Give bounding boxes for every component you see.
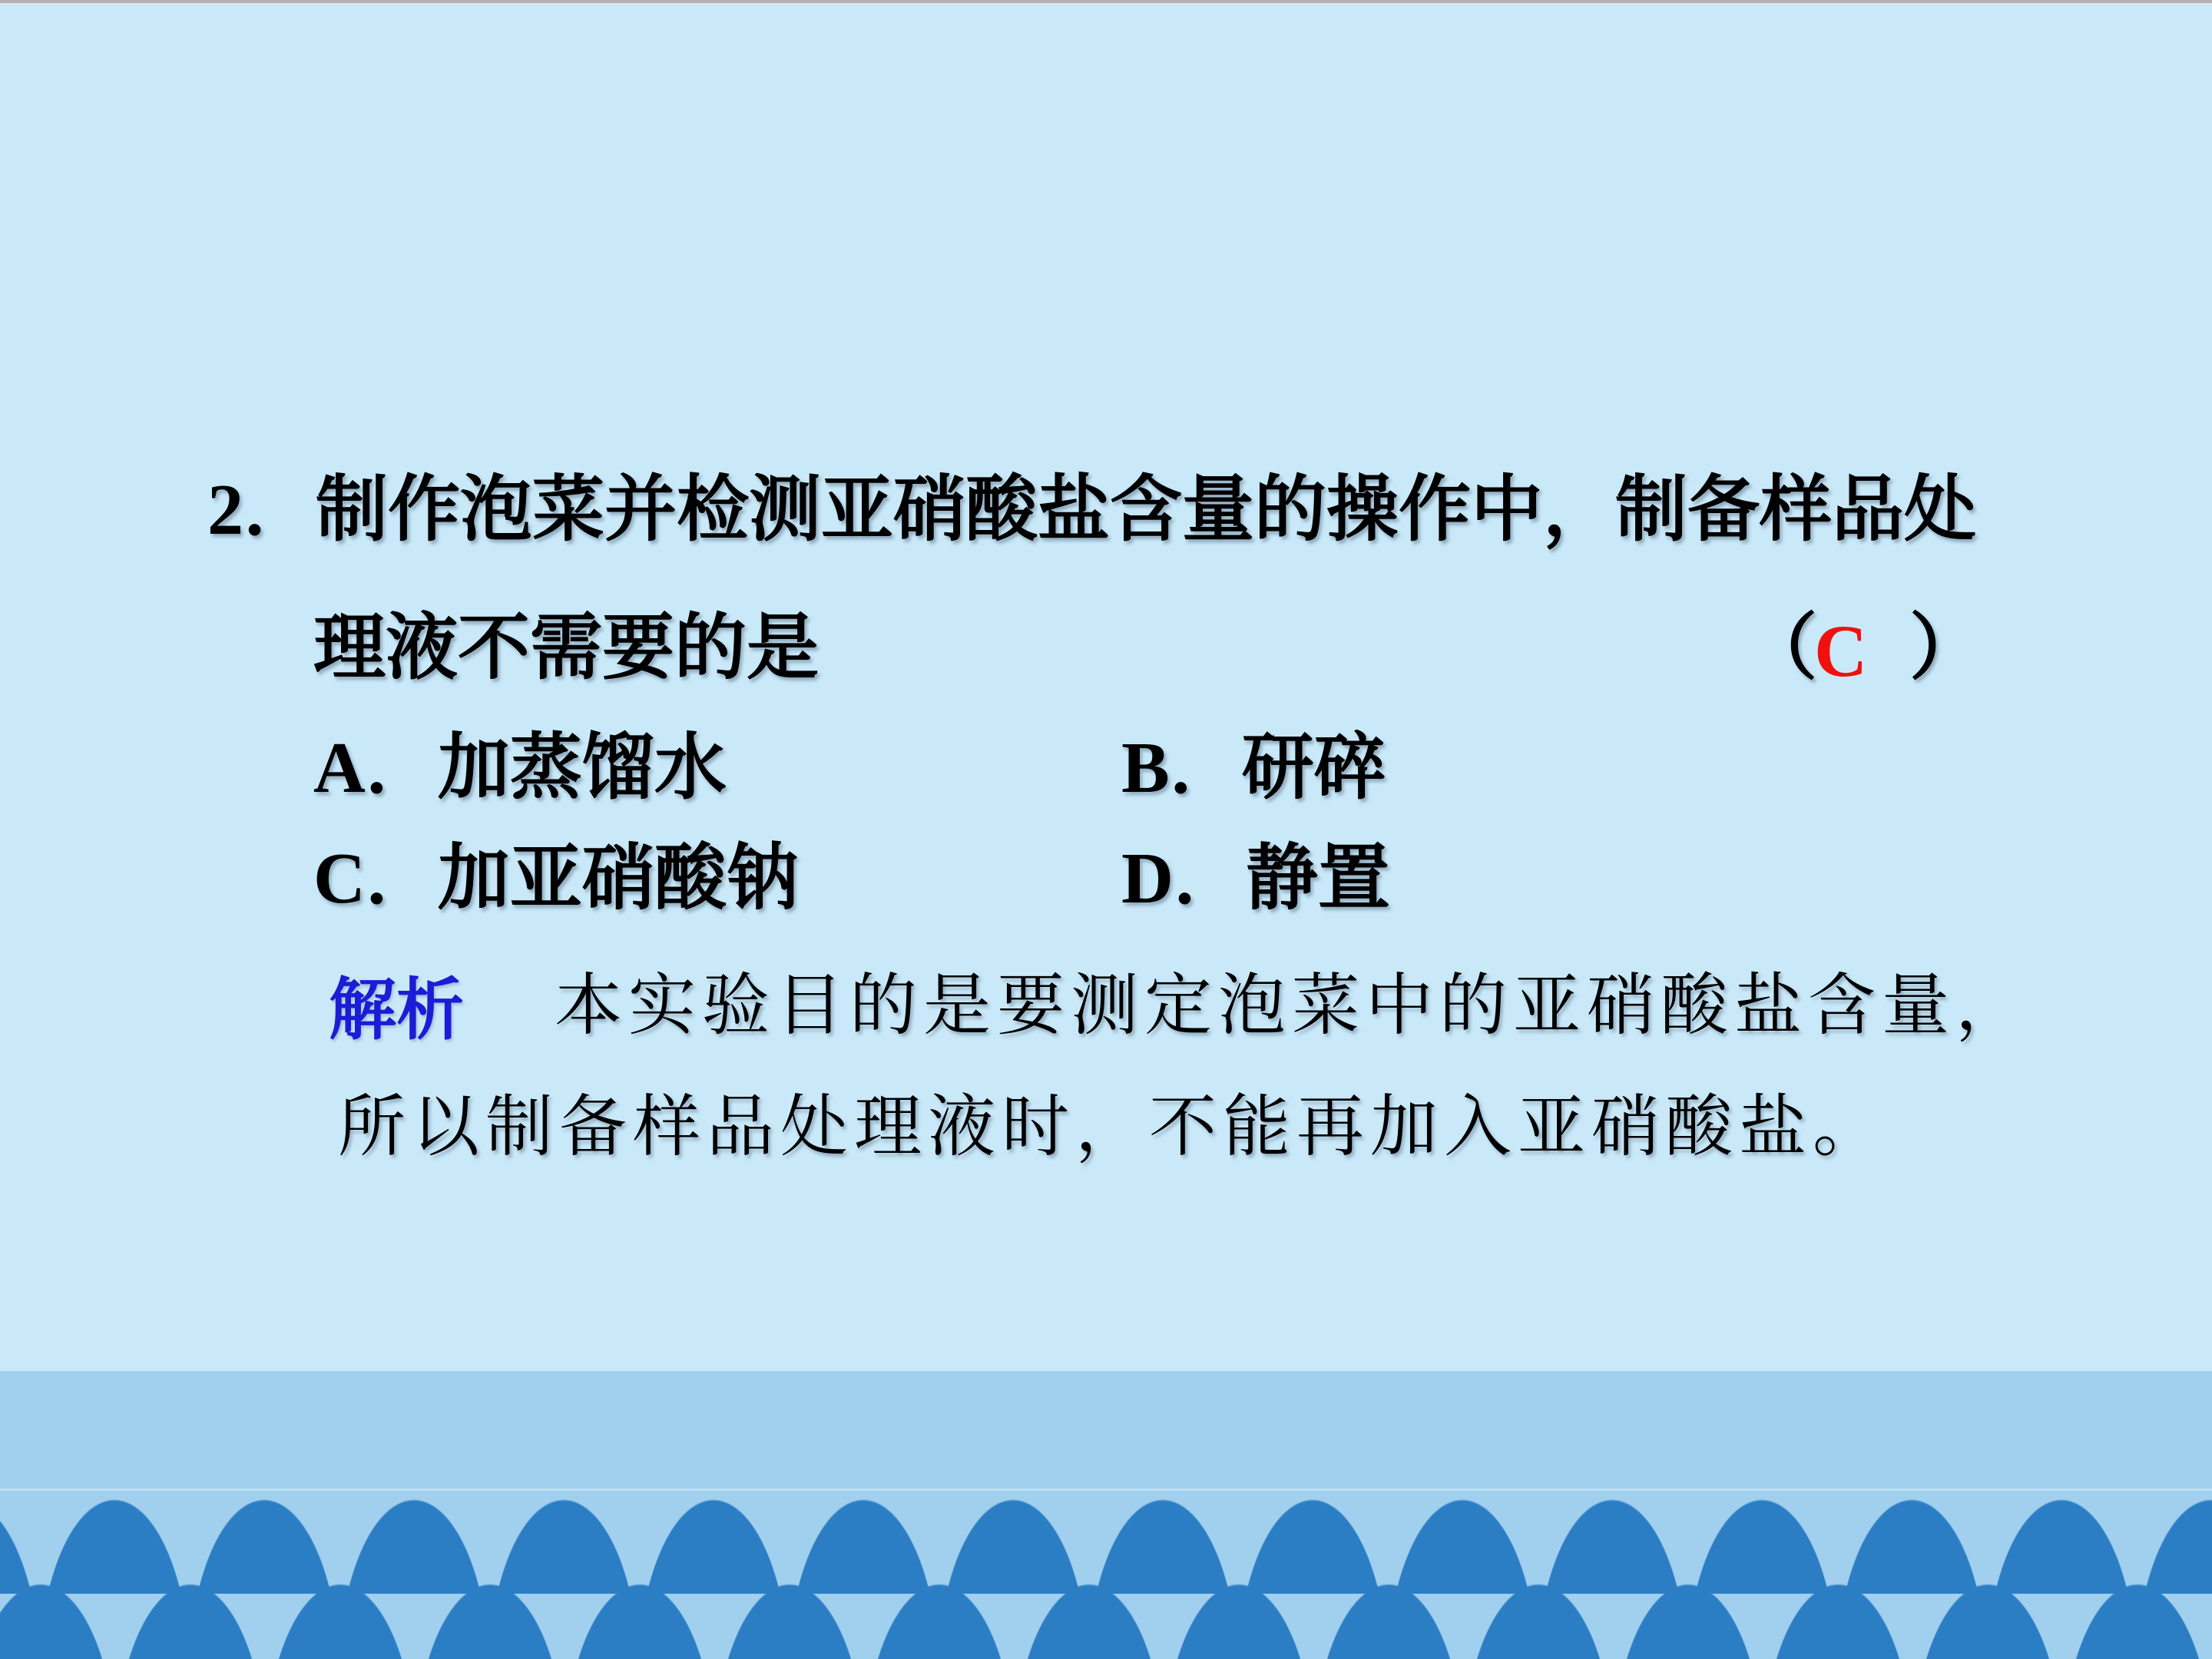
answer-letter: C (1814, 610, 1868, 692)
footer-dome-row-front (0, 1584, 2212, 1659)
option-b-label: B． (1121, 728, 1242, 808)
option-a (313, 728, 727, 809)
option-a-label: A． (313, 728, 438, 808)
option-d-text: 静置 (1245, 839, 1390, 919)
answer-bracket-open: （ (1745, 608, 1818, 688)
question-stem-line1-text: 制作泡菜并检测亚硝酸盐含量的操作中，制备样品处 (316, 470, 1977, 550)
option-c-label: C． (313, 839, 438, 919)
option-c (313, 839, 799, 919)
option-d (1121, 839, 1390, 919)
question-stem-line1 (207, 470, 1976, 551)
footer-decoration-band (0, 1371, 2212, 1659)
question-number: 2． (207, 470, 316, 550)
option-c-text: 加亚硝酸钠 (437, 839, 799, 919)
option-b (1121, 728, 1386, 809)
footer-band-seam-line (0, 1488, 2212, 1491)
footer-dome-row-back (0, 1499, 2212, 1594)
option-a-text: 加蒸馏水 (437, 728, 727, 808)
analysis-label: 解析 (329, 972, 465, 1048)
window-top-edge (0, 0, 2212, 5)
answer-bracket-close: ） (1909, 608, 1982, 688)
option-b-text: 研碎 (1241, 728, 1386, 808)
analysis-line1: 本实验目的是要测定泡菜中的亚硝酸盐含量， (555, 969, 2030, 1044)
analysis-line2: 所以制备样品处理液时，不能再加入亚硝酸盐。 (338, 1091, 1887, 1165)
option-d-label: D． (1121, 839, 1246, 919)
question-stem-line2: 理液不需要的是 (313, 608, 820, 688)
